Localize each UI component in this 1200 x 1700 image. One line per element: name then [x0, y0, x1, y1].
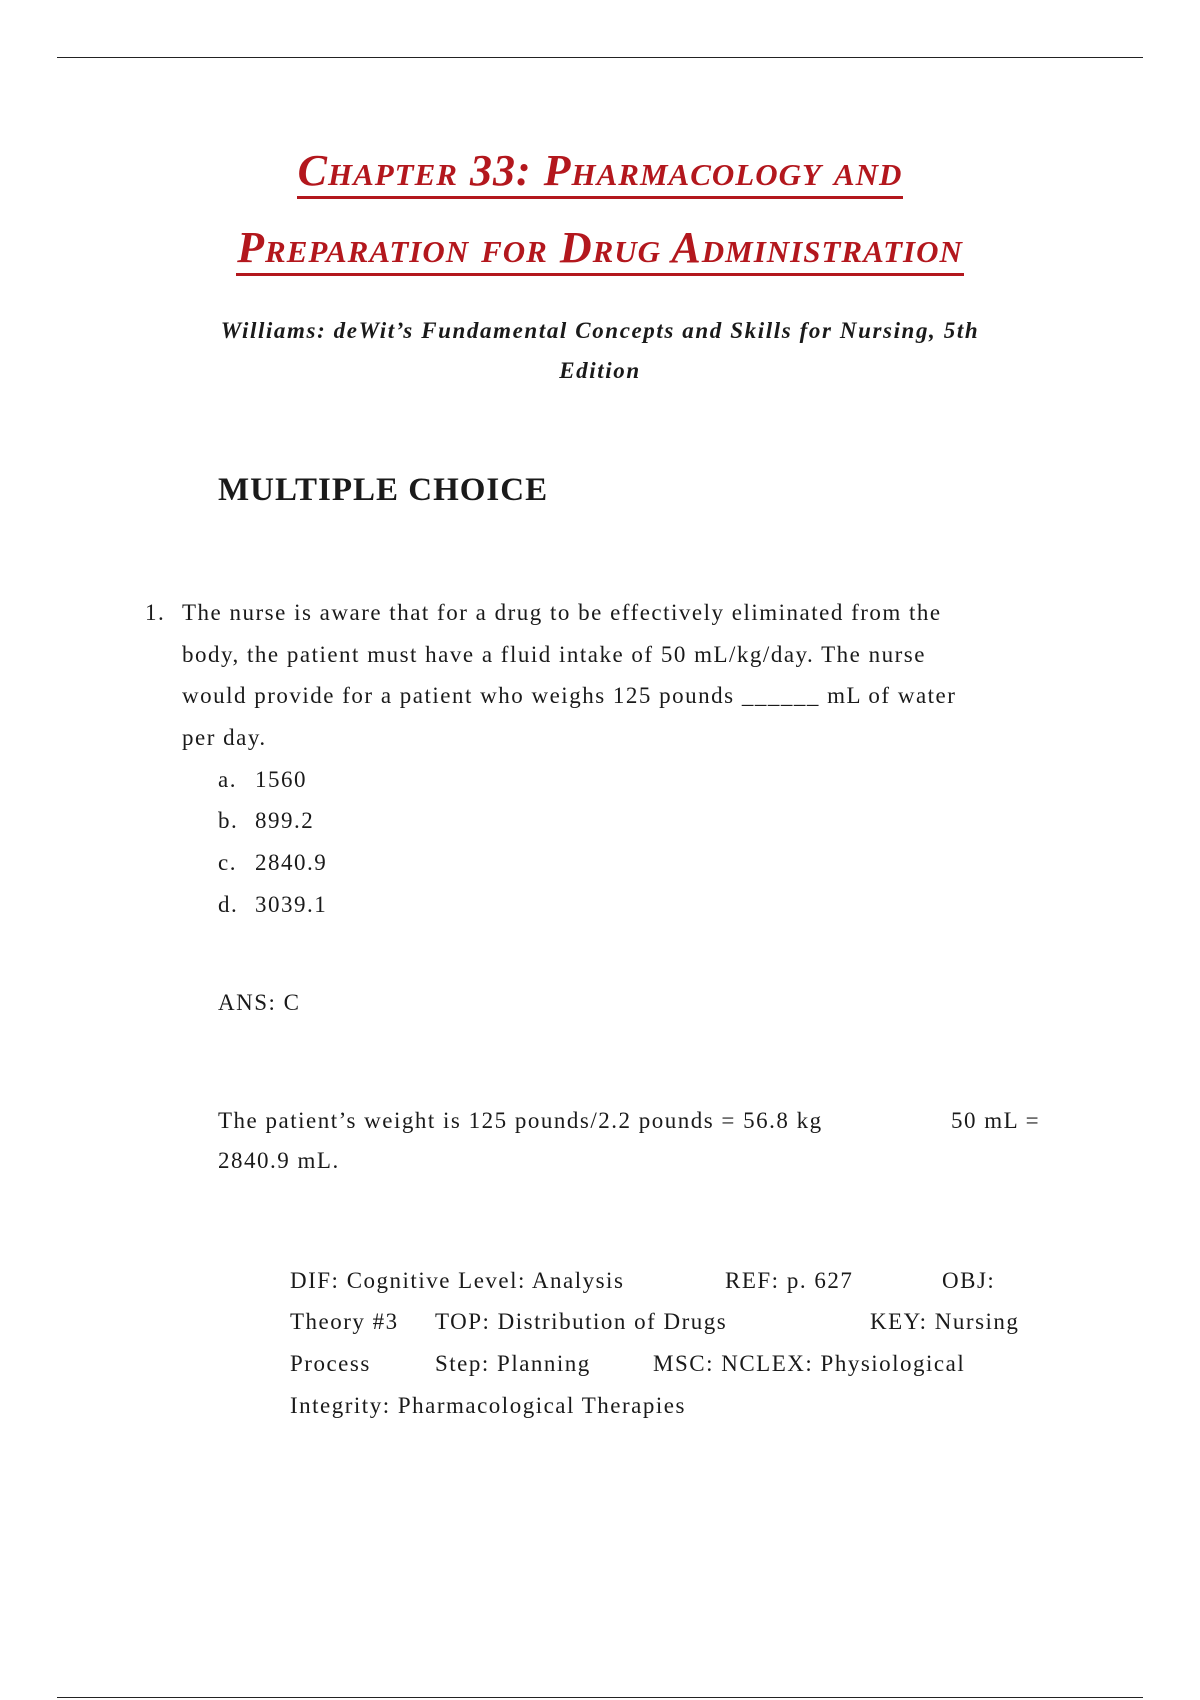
meta-msc-value: Integrity: Pharmacological Therapies — [290, 1393, 686, 1418]
chapter-title-text-1: Chapter 33: Pharmacology and — [297, 146, 904, 199]
question-text-line-1: The nurse is aware that for a drug to be effectively eliminated from the — [182, 600, 942, 625]
meta-reference: REF: p. 627 — [725, 1268, 854, 1293]
option-text: 3039.1 — [255, 892, 328, 917]
option-text: 2840.9 — [255, 850, 328, 875]
meta-objective-label: OBJ: — [942, 1268, 996, 1293]
answer-key: ANS: C — [218, 990, 301, 1015]
question-text-line-4: per day. — [182, 725, 267, 750]
answer-option-b — [218, 808, 314, 834]
answer-option-d — [218, 892, 327, 918]
rationale-line-1: The patient’s weight is 125 pounds/2.2 pounds = 56.8 kg — [218, 1108, 823, 1133]
question-text-line-3: would provide for a patient who weighs 125 pounds ______ mL of water — [182, 683, 957, 708]
chapter-title-line-1 — [0, 145, 1200, 196]
answer-option-a — [218, 767, 307, 793]
answer-option-c — [218, 850, 327, 876]
meta-msc-label: MSC: NCLEX: Physiological — [653, 1351, 966, 1376]
chapter-title-text-2: Preparation for Drug Administration — [236, 223, 964, 276]
top-rule — [57, 57, 1143, 58]
meta-step: Step: Planning — [435, 1351, 591, 1376]
option-letter: b. — [218, 808, 239, 833]
rationale-line-1-end: 50 mL = — [951, 1108, 1041, 1133]
chapter-title-line-2 — [0, 222, 1200, 273]
book-title-line-2: Edition — [559, 358, 641, 383]
meta-key-value: Process — [290, 1351, 371, 1376]
option-letter: a. — [218, 767, 237, 792]
question-number: 1. — [145, 600, 166, 625]
section-heading: MULTIPLE CHOICE — [218, 472, 549, 508]
option-text: 899.2 — [255, 808, 315, 833]
meta-difficulty: DIF: Cognitive Level: Analysis — [290, 1268, 625, 1293]
meta-objective-value: Theory #3 — [290, 1309, 399, 1334]
book-title-line-1: Williams: deWit’s Fundamental Concepts and Skills for Nursing, 5th — [220, 318, 980, 343]
bottom-rule — [57, 1697, 1143, 1698]
meta-topic: TOP: Distribution of Drugs — [435, 1309, 728, 1334]
option-letter: d. — [218, 892, 239, 917]
option-letter: c. — [218, 850, 237, 875]
meta-key-label: KEY: Nursing — [870, 1309, 1020, 1334]
question-text-line-2: body, the patient must have a fluid intake of 50 mL/kg/day. The nurse — [182, 642, 926, 667]
option-text: 1560 — [255, 767, 307, 792]
rationale-line-2: 2840.9 mL. — [218, 1148, 340, 1173]
